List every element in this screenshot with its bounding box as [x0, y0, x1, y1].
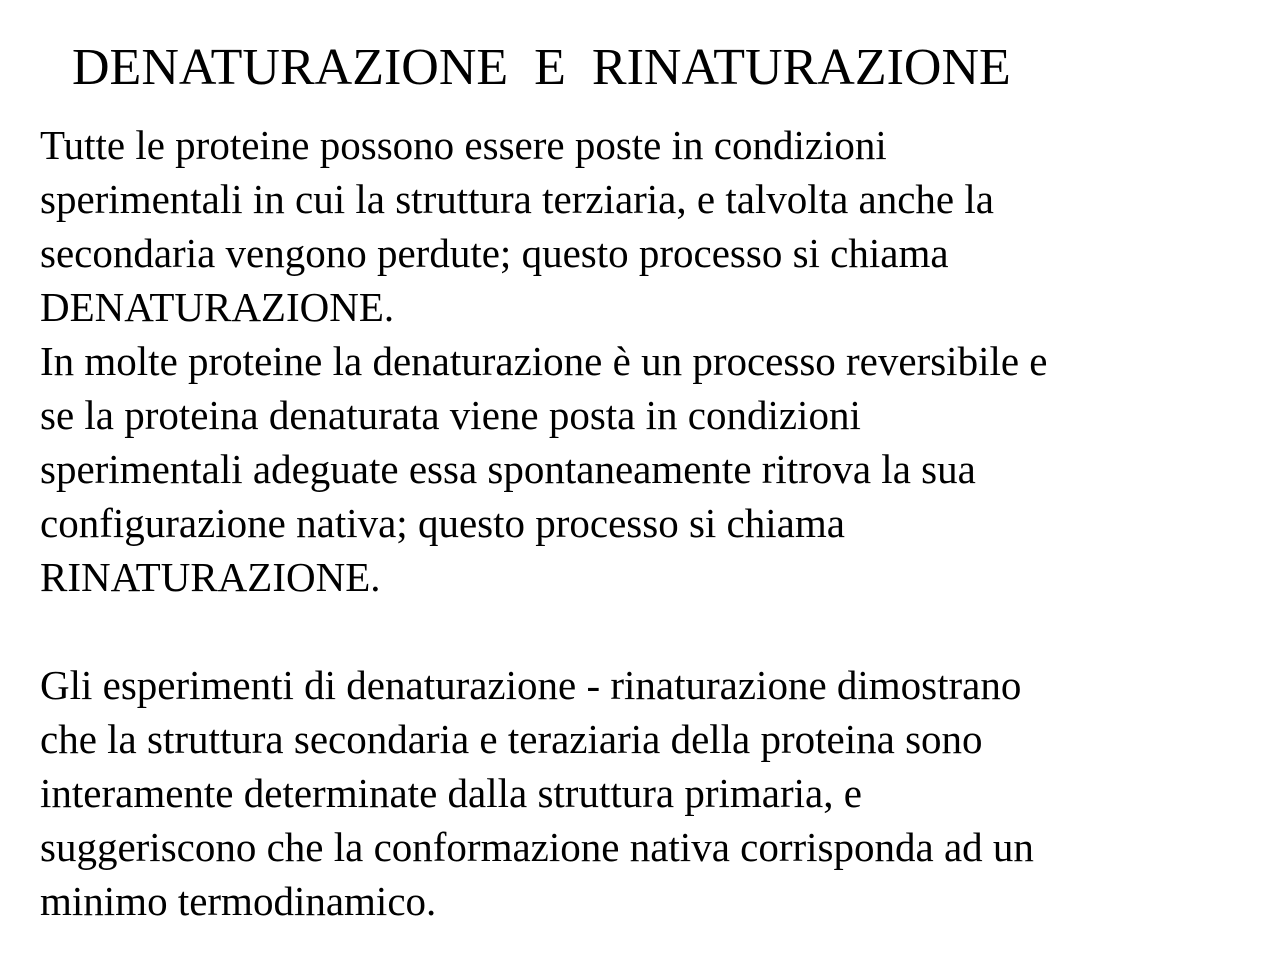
paragraph-rinaturazione	[40, 334, 1270, 604]
text-line: secondaria vengono perdute; questo processo si chiama	[40, 230, 949, 276]
text-line: sperimentali adeguate essa spontaneamente ritrova la sua	[40, 446, 976, 492]
text-line: suggeriscono che la conformazione nativa corrisponda ad un	[40, 824, 1034, 870]
text-line: DENATURAZIONE.	[40, 284, 395, 330]
text-line: che la struttura secondaria e teraziaria della proteina sono	[40, 716, 983, 762]
paragraph-esperimenti	[40, 658, 1270, 928]
text-line: Gli esperimenti di denaturazione - rinaturazione dimostrano	[40, 662, 1022, 708]
text-line: se la proteina denaturata viene posta in condizioni	[40, 392, 861, 438]
text-line: interamente determinate dalla struttura primaria, e	[40, 770, 862, 816]
slide-title: DENATURAZIONE E RINATURAZIONE	[72, 39, 1011, 96]
text-line: Tutte le proteine possono essere poste in condizioni	[40, 122, 887, 168]
slide-body	[40, 118, 1270, 928]
text-line: sperimentali in cui la struttura terziaria, e talvolta anche la	[40, 176, 994, 222]
text-line: RINATURAZIONE.	[40, 554, 381, 600]
paragraph-denaturazione	[40, 118, 1270, 334]
text-line: minimo termodinamico.	[40, 878, 437, 924]
text-line: configurazione nativa; questo processo si chiama	[40, 500, 845, 546]
paragraph-spacer	[40, 604, 1270, 658]
text-line: In molte proteine la denaturazione è un processo reversibile e	[40, 338, 1048, 384]
